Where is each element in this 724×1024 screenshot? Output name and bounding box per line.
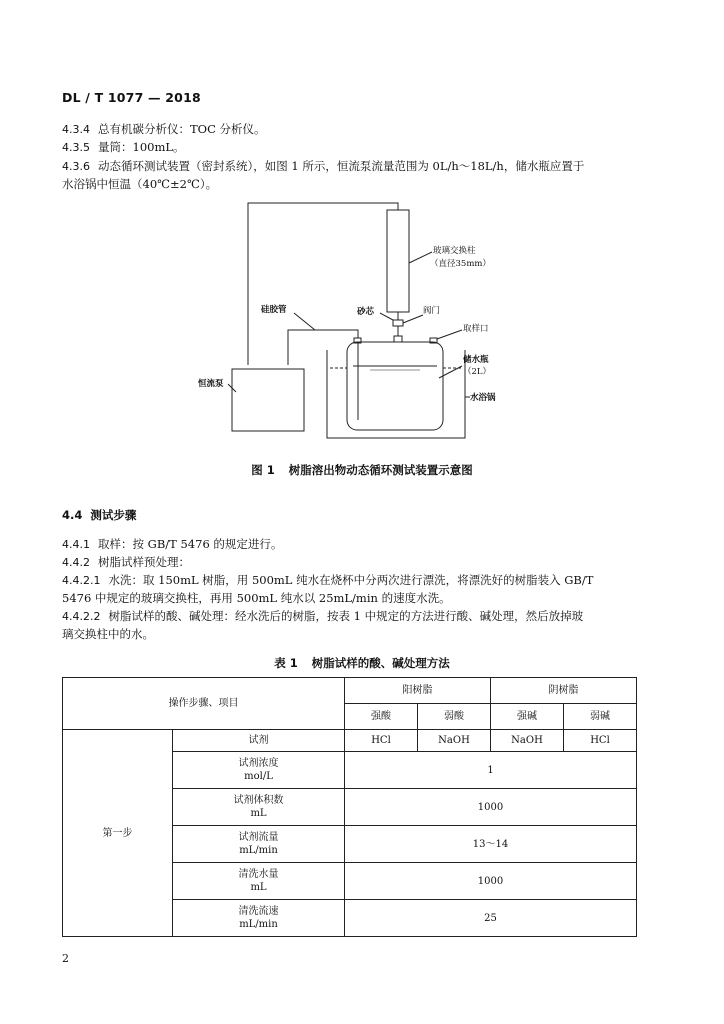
table-cell: NaOH: [491, 730, 564, 752]
table-cell: 25: [345, 900, 637, 937]
row-label: [173, 900, 345, 937]
section-text: 璃交换柱中的水。: [62, 627, 154, 641]
table-cell: 1: [345, 752, 637, 789]
document-id: DL / T 1077 — 2018: [62, 90, 201, 105]
table-cell: 1000: [345, 789, 637, 826]
header-strong-base: 强碱: [491, 704, 564, 730]
label-pump: 恒流泵: [198, 379, 224, 389]
table-header-row: [63, 678, 637, 704]
header-anion-resin: 阴树脂: [491, 678, 637, 704]
step-4-4-2-2-cont: [62, 625, 662, 643]
table-cell: NaOH: [418, 730, 491, 752]
row-label: [173, 752, 345, 789]
label-sampling-port: 取样口: [463, 324, 489, 334]
step-4-4-2-1-cont: [62, 589, 662, 607]
table-caption: [0, 655, 724, 671]
section-4-4-heading: [62, 507, 136, 523]
section-text: 量筒：100mL。: [98, 140, 185, 154]
header-strong-acid: 强酸: [345, 704, 418, 730]
row-label-unit: mol/L: [244, 771, 273, 782]
section-4-3-5: [62, 138, 662, 157]
valve: [393, 320, 403, 326]
section-text: 树脂试样的酸、碱处理：经水洗后的树脂，按表 1 中规定的方法进行酸、碱处理，然后放掉玻: [108, 609, 584, 623]
step-one-label: 第一步: [63, 730, 173, 937]
constant-flow-pump: [232, 369, 304, 431]
section-4-3-6: [62, 157, 662, 176]
row-label-line: 清洗流速: [238, 906, 279, 917]
header-weak-base: 弱碱: [564, 704, 637, 730]
page-number: 2: [62, 952, 69, 965]
row-label-line: 试剂体积数: [233, 795, 284, 806]
section-text: 动态循环测试装置（密封系统），如图 1 所示，恒流泵流量范围为 0L/h～18L/h，储水瓶应置于: [98, 159, 585, 173]
section-title: 测试步骤: [90, 508, 137, 522]
treatment-method-table: [62, 677, 637, 937]
section-text: 树脂试样预处理：: [98, 555, 190, 569]
section-number: 4.4: [62, 508, 83, 522]
row-label-line: 试剂流量: [238, 832, 279, 843]
table-cell: 1000: [345, 863, 637, 900]
glass-exchange-column: [387, 210, 409, 312]
table-row: [63, 730, 637, 752]
silicone-tube-return: [248, 203, 398, 365]
label-water-bath: 水浴锅: [470, 393, 496, 403]
section-text: 水洗：取 150mL 树脂，用 500mL 纯水在烧杯中分两次进行漂洗，将漂洗好的树脂装入 GB/T: [108, 573, 594, 587]
label-silicone-tube: 硅胶管: [261, 305, 287, 315]
header-weak-acid: 弱酸: [418, 704, 491, 730]
section-number: 4.4.2.2: [62, 610, 101, 623]
reservoir-bottle: [347, 342, 443, 430]
section-number: 4.3.6: [62, 160, 90, 173]
figure-caption-number: 图 1: [251, 463, 275, 477]
section-number: 4.4.1: [62, 538, 90, 551]
table-caption-number: 表 1: [274, 656, 298, 670]
section-number: 4.4.2: [62, 556, 90, 569]
section-text: 取样：按 GB/T 5476 的规定进行。: [98, 537, 283, 551]
label-glass-column: 玻璃交换柱: [433, 246, 476, 256]
label-valve: 阀门: [423, 306, 441, 316]
row-label-unit: mL/min: [239, 845, 278, 856]
section-text: 水浴锅中恒温（40℃±2℃）。: [62, 177, 218, 191]
section-text: 总有机碳分析仪：TOC 分析仪。: [98, 122, 266, 136]
step-4-4-2: [62, 553, 662, 572]
step-4-4-1: [62, 535, 662, 554]
row-label-line: 清洗水量: [238, 869, 279, 880]
row-label-unit: mL: [250, 808, 267, 819]
table-cell: HCl: [564, 730, 637, 752]
table-caption-text: 树脂试样的酸、碱处理方法: [311, 656, 450, 670]
section-text: 5476 中规定的玻璃交换柱，再用 500mL 纯水以 25mL/min 的速度水洗。: [62, 591, 451, 605]
label-diameter: （直径35mm）: [430, 259, 491, 269]
label-reservoir-volume: （2L）: [463, 367, 492, 377]
figure-caption: [0, 462, 724, 478]
section-number: 4.3.5: [62, 141, 90, 154]
row-label-unit: mL: [250, 882, 267, 893]
label-sand-core: 砂芯: [357, 307, 375, 317]
apparatus-diagram: [0, 190, 724, 450]
step-4-4-2-1: [62, 571, 662, 590]
table-cell: 13～14: [345, 826, 637, 863]
row-label: [173, 789, 345, 826]
figure-caption-text: 树脂溶出物动态循环测试装置示意图: [288, 463, 473, 477]
section-number: 4.4.2.1: [62, 574, 101, 587]
step-4-4-2-2: [62, 607, 662, 626]
header-steps-items: 操作步骤、项目: [63, 678, 345, 730]
row-label: [173, 826, 345, 863]
row-label: [173, 863, 345, 900]
row-label-unit: mL/min: [239, 919, 278, 930]
row-label: 试剂: [173, 730, 345, 752]
section-4-3-4: [62, 120, 662, 139]
header-cation-resin: 阳树脂: [345, 678, 491, 704]
label-reservoir: 储水瓶: [463, 355, 489, 365]
table-cell: HCl: [345, 730, 418, 752]
section-number: 4.3.4: [62, 123, 90, 136]
row-label-line: 试剂浓度: [238, 758, 279, 769]
